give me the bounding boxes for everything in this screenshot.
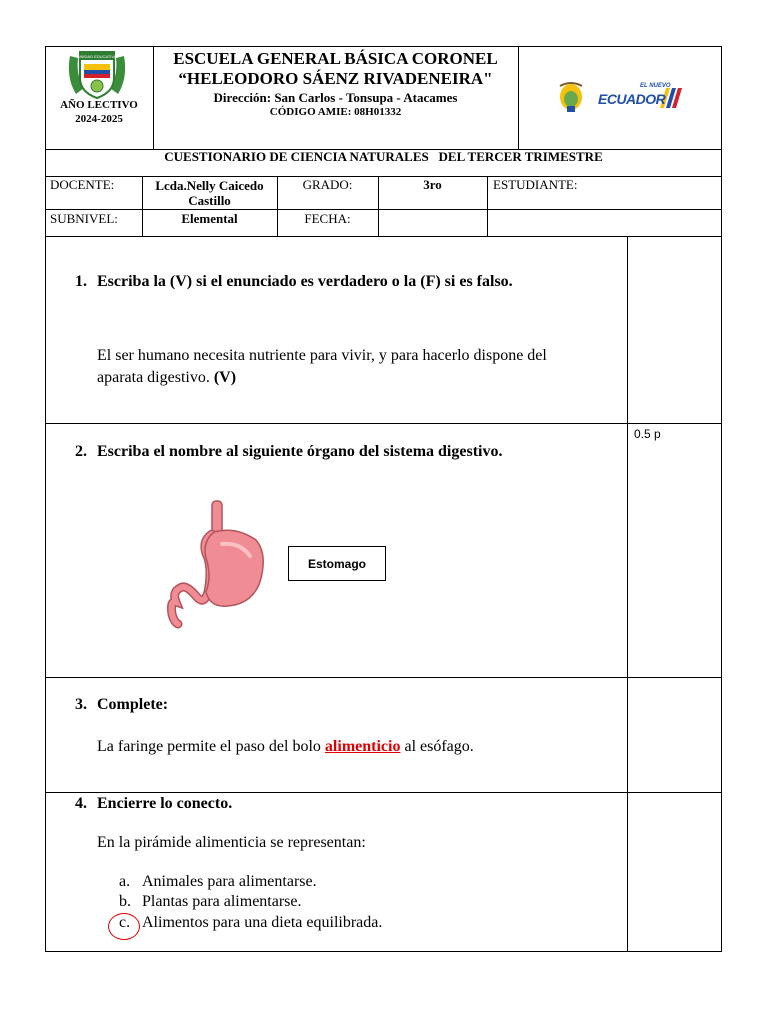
- questionnaire-title: CUESTIONARIO DE CIENCIA NATURALES DEL TERCER TRIMESTRE: [164, 149, 603, 164]
- q4-option-a-text[interactable]: Animales para alimentarse.: [142, 873, 317, 890]
- q1-statement-text: aparata digestivo.: [97, 369, 210, 386]
- sublevel-value: Elemental: [181, 211, 238, 226]
- q2-score: 0.5 p: [634, 427, 661, 441]
- school-name-line1: ESCUELA GENERAL BÁSICA CORONEL: [173, 49, 498, 68]
- q2-title: Escriba el nombre al siguiente órgano del sistema digestivo.: [97, 443, 503, 460]
- teacher-name-line2: Castillo: [188, 193, 231, 208]
- teacher-label: DOCENTE:: [50, 177, 115, 192]
- q4-option-b-text[interactable]: Plantas para alimentarse.: [142, 893, 302, 910]
- grade-value: 3ro: [423, 177, 442, 192]
- q3-answer[interactable]: alimenticio: [324, 738, 401, 755]
- q2-answer-box[interactable]: [288, 546, 386, 581]
- q3-text-before: La faringe permite el paso del bolo: [97, 738, 325, 755]
- q3-title: Complete:: [97, 696, 169, 713]
- q3-sentence: [97, 736, 474, 758]
- school-year: 2024-2025: [75, 113, 123, 125]
- student-label: ESTUDIANTE:: [493, 177, 578, 192]
- score-column-divider: [627, 236, 628, 952]
- school-crest-logo: [64, 48, 130, 100]
- q4-number: 4.: [75, 795, 87, 812]
- school-address: Dirección: San Carlos - Tonsupa - Atacames: [213, 90, 458, 105]
- stomach-image: [160, 496, 270, 631]
- info-col-divider-4: [487, 176, 488, 237]
- gov-logo-small-text: EL NUEVO: [640, 83, 671, 89]
- q4-option-a-letter: a.: [119, 873, 131, 890]
- q4-option-c-letter: c.: [119, 914, 131, 931]
- q4-option-b-letter: b.: [119, 893, 131, 910]
- q4-option-c-text[interactable]: Alimentos para una dieta equilibrada.: [142, 914, 383, 931]
- crest-text: UNIDAD EDUCATIVA: [77, 54, 117, 59]
- row-divider-1: [45, 423, 722, 424]
- sublevel-label: SUBNIVEL:: [50, 211, 118, 226]
- q2-answer: Estomago: [307, 556, 366, 571]
- teacher-name-line1: Lcda.Nelly Caicedo: [155, 178, 264, 193]
- row-divider-2: [45, 677, 722, 678]
- q4-title: Encierre lo conecto.: [97, 795, 233, 812]
- q1-number: 1.: [75, 273, 87, 290]
- q4-prompt: En la pirámide alimenticia se representan:: [97, 834, 366, 851]
- header-divider-right: [518, 46, 519, 150]
- date-field[interactable]: [379, 210, 486, 236]
- q1-statement-line2: [97, 367, 236, 389]
- gov-logo-text: ECUADOR: [598, 91, 666, 107]
- amie-code: CÓDIGO AMIE: 08H01332: [269, 106, 402, 118]
- q1-answer[interactable]: (V): [213, 369, 237, 386]
- student-field[interactable]: [585, 177, 719, 208]
- school-name-line2: “HELEODORO SÁENZ RIVADENEIRA": [178, 69, 493, 88]
- q1-title: Escriba la (V) si el enunciado es verdadero o la (F) si es falso.: [97, 273, 513, 290]
- grade-label: GRADO:: [302, 177, 353, 192]
- q4-answer-circle: [108, 913, 140, 940]
- school-year-label: AÑO LECTIVO: [60, 99, 138, 111]
- q2-number: 2.: [75, 443, 87, 460]
- q1-statement-line1: El ser humano necesita nutriente para vivir, y para hacerlo dispone del: [97, 347, 547, 364]
- q3-text-after: al esófago.: [400, 738, 474, 755]
- date-label: FECHA:: [304, 211, 351, 226]
- q3-number: 3.: [75, 696, 87, 713]
- row-divider-3: [45, 792, 722, 793]
